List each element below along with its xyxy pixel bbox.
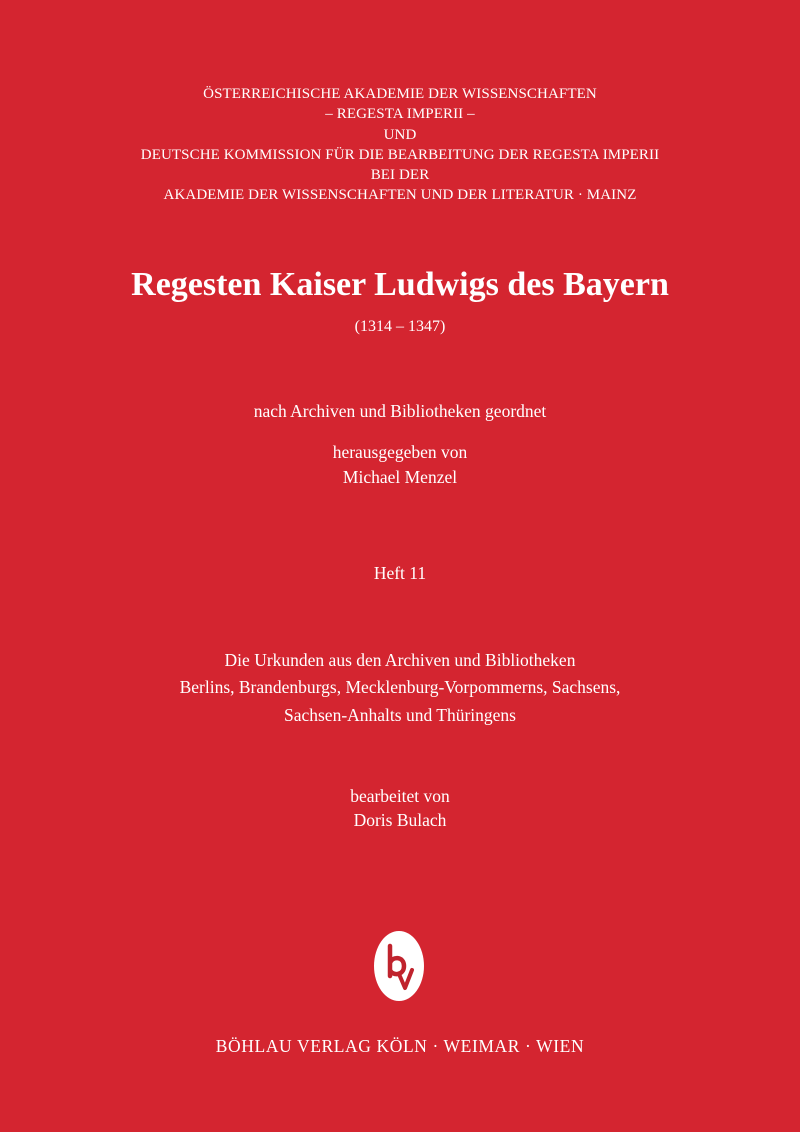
compiler-name: Doris Bulach xyxy=(353,810,447,830)
volume-title-line-3: Sachsen-Anhalts und Thüringens xyxy=(283,705,516,725)
issue-number: Heft 11 xyxy=(373,563,427,583)
institution-line-3: UND xyxy=(383,127,417,143)
volume-title-line-1: Die Urkunden aus den Archiven und Bibliotheken xyxy=(224,650,576,670)
editor-label: herausgegeben von xyxy=(332,442,468,462)
publisher-logo-icon xyxy=(373,930,425,1002)
institution-line-2: – REGESTA IMPERII – xyxy=(325,106,475,122)
institution-line-1: ÖSTERREICHISCHE AKADEMIE DER WISSENSCHAFTEN xyxy=(203,86,597,102)
reign-dates: (1314 – 1347) xyxy=(354,318,446,335)
institution-line-5: BEI DER xyxy=(370,167,430,183)
book-title: Regesten Kaiser Ludwigs des Bayern xyxy=(131,266,669,303)
compiler-label: bearbeitet von xyxy=(350,786,450,806)
publisher-imprint: BÖHLAU VERLAG KÖLN · WEIMAR · WIEN xyxy=(215,1036,585,1056)
institution-line-4: DEUTSCHE KOMMISSION FÜR DIE BEARBEITUNG DER REGESTA IMPERII xyxy=(140,147,660,163)
institution-line-6: AKADEMIE DER WISSENSCHAFTEN UND DER LITERATUR · MAINZ xyxy=(163,187,637,203)
subtitle: nach Archiven und Bibliotheken geordnet xyxy=(253,401,547,421)
editor-name: Michael Menzel xyxy=(342,467,458,487)
volume-title-line-2: Berlins, Brandenburgs, Mecklenburg-Vorpommerns, Sachsens, xyxy=(179,677,621,697)
